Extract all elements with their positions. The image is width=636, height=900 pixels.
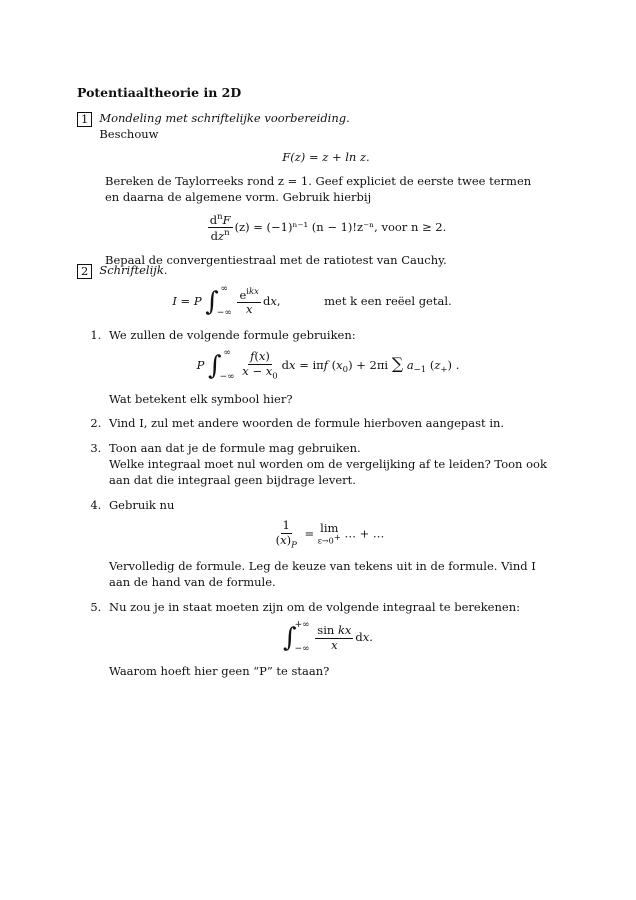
equation-I-note: met k een reëel getal. [324, 293, 452, 308]
equation-principal-value: P ∫ ∞ −∞ $\frac{f(x)}{x - x_0}$ dx = iπf $(x_0) + 2\pi i$ ∑ $a_{-1}$ $(z_+)$ . [196, 348, 460, 382]
exercise-1-header [77, 110, 547, 143]
equation-I: I = P ∫ ∞ −∞ $\frac{e^{ikx}}{x}$ dx, met k een reëel getal. [172, 284, 452, 318]
list-item: 3. Toon aan dat je de formule mag gebruiken. Welke integraal moet nul worden om de vergelijking af te leiden? Toon ook aan dat die integraal geen bijdrage levert. [105, 440, 547, 489]
exercise-1-heading: Mondeling met schriftelijke voorbereiding. [99, 111, 350, 125]
exercise-2-header [77, 262, 547, 279]
exercise-number-badge: 2 [77, 264, 92, 279]
exercise-1-paragraph-1: Bereken de Taylorreeks rond z = 1. Geef expliciet de eerste twee termen en daarna de algemene vorm. Gebruik hierbij [105, 173, 532, 205]
exercise-number-badge: 1 [77, 112, 92, 127]
exercise-1 [77, 110, 547, 268]
equation-derivative: $\frac{d^nF}{dz^n}$ (z) = (−1)ⁿ⁻¹ (n − 1)!z⁻ⁿ, voor n ≥ 2. [209, 211, 447, 244]
list-item: 1. We zullen de volgende formule gebruiken: P ∫ ∞ −∞ $\frac{f(x)}{x - x_0}$ dx = iπf $(x_0) + 2\pi i$ ∑ $a_{-1}$ $(z_+)$ . Wat betekent elk symbool hier? [105, 327, 547, 407]
exercise-1-line1: Beschouw [99, 127, 159, 142]
exercise-1-paragraph-2: Bepaal de convergentiestraal met de ratiotest van Cauchy. [105, 252, 447, 267]
list-item: 4. Gebruik nu $\frac{1}{(x)_P}$ = lim ε→0+ … + … Vervolledig de formule. Leg de keuze van tekens uit in de formule. Vind I aan de hand van de formule. [105, 497, 547, 591]
equation-limit: $\frac{1}{(x)_P}$ = lim ε→0+ … + … [275, 517, 385, 550]
list-item-4-after: Vervolledig de formule. Leg de keuze van tekens uit in de formule. Vind I aan de hand van de formule. [109, 559, 536, 590]
exercise-2 [77, 262, 547, 687]
list-item: 2. Vind I, zul met andere woorden de formule hierboven aangepast in. [105, 415, 547, 431]
equation-derivative-rhs: (z) = (−1)ⁿ⁻¹ (n − 1)!z⁻ⁿ, voor n ≥ 2. [234, 219, 447, 234]
list-item-3-after: Welke integraal moet nul worden om de vergelijking af te leiden? Toon ook aan dat die integraal geen bijdrage levert. [109, 456, 547, 488]
list-item-1-after: Wat betekent elk symbool hier? [109, 391, 293, 406]
list-item: 5. Nu zou je in staat moeten zijn om de volgende integraal te berekenen: ∫ +∞ −∞ $\frac{\text{sin kx}}{x}$ dx. Waarom hoeft hier geen “P” te staan? [105, 599, 547, 679]
equation-F: F(z) = z + ln z. [282, 149, 370, 164]
equation-sinc: ∫ +∞ −∞ $\frac{\text{sin kx}}{x}$ dx. [283, 620, 373, 655]
exercise-2-list [77, 327, 547, 679]
page-title: Potentiaaltheorie in 2D [77, 85, 242, 100]
list-item-5-after: Waarom hoeft hier geen “P” te staan? [109, 663, 330, 678]
exercise-2-heading: Schriftelijk. [99, 263, 168, 277]
